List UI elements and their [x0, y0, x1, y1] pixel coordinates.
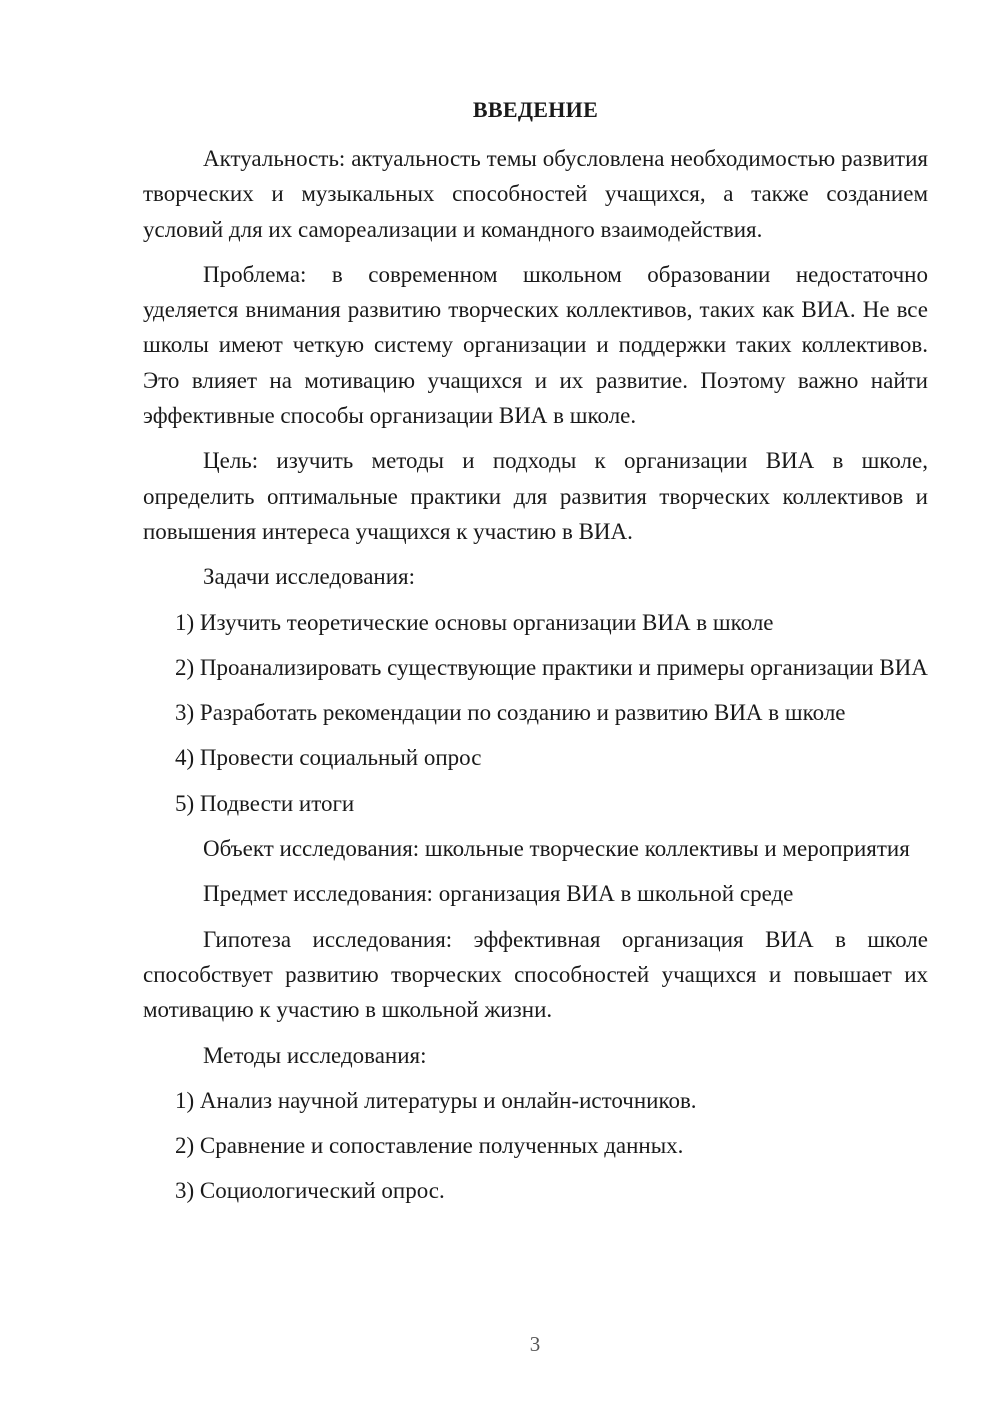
task-item: 5) Подвести итоги — [175, 790, 355, 816]
method-item: 3) Социологический опрос. — [175, 1178, 445, 1204]
page-number: 3 — [529, 1332, 541, 1356]
tasks-heading: Задачи исследования: — [203, 564, 416, 590]
relevance-paragraph: Актуальность: актуальность темы обусловлена необходимостью развития творческих и музыкальных способностей учащихся, а также созданием условий для их самореализации и командного взаимодействия. — [143, 146, 928, 242]
method-item: 1) Анализ научной литературы и онлайн-источников. — [175, 1087, 697, 1113]
task-item: 1) Изучить теоретические основы организации ВИА в школе — [175, 609, 774, 635]
task-item: 4) Провести социальный опрос — [175, 745, 482, 771]
hypothesis-paragraph: Гипотеза исследования: эффективная организация ВИА в школе способствует развитию творческих способностей учащихся и повышает их мотивацию к участию в школьной жизни. — [143, 926, 928, 1023]
goal-paragraph: Цель: изучить методы и подходы к организации ВИА в школе, определить оптимальные практики для развития творческих коллективов и повышения интереса учащихся к участию в ВИА. — [143, 448, 928, 544]
document-page — [143, 92, 928, 1209]
object-paragraph: Объект исследования: школьные творческие коллективы и мероприятия — [203, 836, 910, 862]
method-item: 2) Сравнение и сопоставление полученных данных. — [175, 1133, 684, 1159]
methods-heading: Методы исследования: — [203, 1042, 427, 1068]
subject-paragraph: Предмет исследования: организация ВИА в школьной среде — [203, 881, 794, 907]
task-item: 3) Разработать рекомендации по созданию и развитию ВИА в школе — [175, 700, 846, 726]
page-title: ВВЕДЕНИЕ — [472, 97, 599, 122]
task-item: 2) Проанализировать существующие практики и примеры организации ВИА — [175, 654, 928, 680]
problem-paragraph: Проблема: в современном школьном образовании недостаточно уделяется внимания развитию творческих коллективов, таких как ВИА. Не все школы имеют четкую систему организации и поддержки таких коллективов. Это влияет на мотивацию учащихся и их развитие. Поэтому важно найти эффективные способы организации ВИА в школе. — [143, 261, 928, 429]
